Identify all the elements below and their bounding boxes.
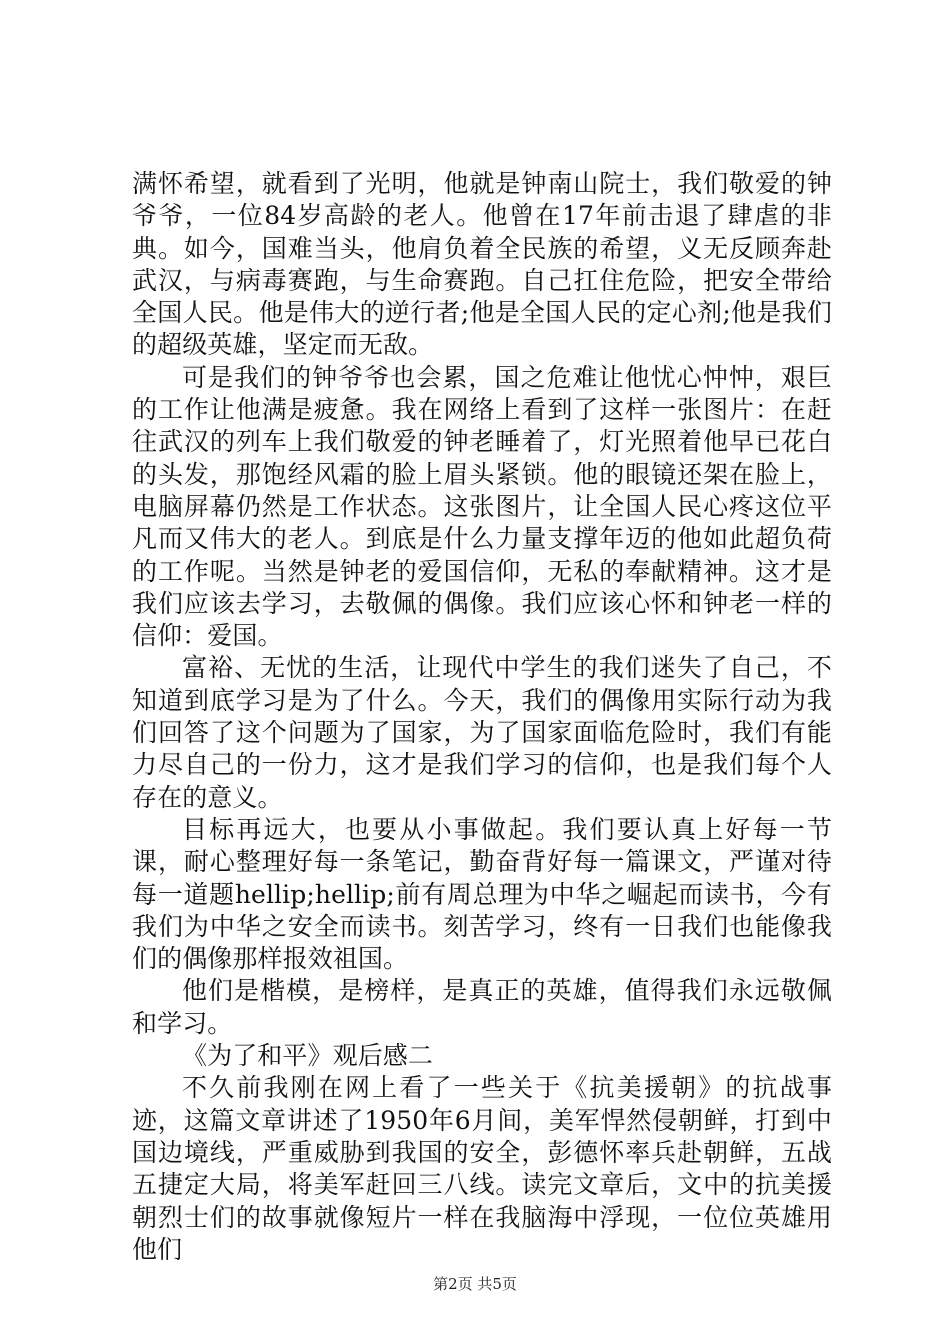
paragraph-1: 满怀希望，就看到了光明，他就是钟南山院士，我们敬爱的钟爷爷，一位84岁高龄的老人。他曾在17年前击退了肆虐的非典。如今，国难当头，他肩负着全民族的希望，义无反顾奔赴武汉，与病毒赛跑，与生命赛跑。自己扛住危险，把安全带给全国人民。他是伟大的逆行者;他是全国人民的定心剂;他是我们的超级英雄，坚定而无敌。 — [132, 169, 832, 360]
paragraph-6: 不久前我刚在网上看了一些关于《抗美援朝》的抗战事迹，这篇文章讲述了1950年6月间，美军悍然侵朝鲜，打到中国边境线，严重威胁到我国的安全，彭德怀率兵赴朝鲜，五战五捷定大局，将美军赶回三八线。读完文章后，文中的抗美援朝烈士们的故事就像短片一样在我脑海中浮现，一位位英雄用他们 — [132, 1073, 832, 1264]
paragraph-4: 目标再远大，也要从小事做起。我们要认真上好每一节课，耐心整理好每一条笔记，勤奋背好每一篇课文，严谨对待每一道题hellip;hellip;前有周总理为中华之崛起而读书，今有我们为中华之安全而读书。刻苦学习，终有一日我们也能像我们的偶像那样报效祖国。 — [132, 814, 832, 974]
page-number-footer: 第2页 共5页 — [433, 1275, 517, 1293]
paragraph-5: 他们是楷模，是榜样，是真正的英雄，值得我们永远敬佩和学习。 — [132, 976, 832, 1038]
paragraph-2: 可是我们的钟爷爷也会累，国之危难让他忧心忡忡，艰巨的工作让他满是疲惫。我在网络上看到了这样一张图片：在赶往武汉的列车上我们敬爱的钟老睡着了，灯光照着他早已花白的头发，那饱经风霜的脸上眉头紧锁。他的眼镜还架在脸上，电脑屏幕仍然是工作状态。这张图片，让全国人民心疼这位平凡而又伟大的老人。到底是什么力量支撑年迈的他如此超负荷的工作呢。当然是钟老的爱国信仰，无私的奉献精神。这才是我们应该去学习，去敬佩的偶像。我们应该心怀和钟老一样的信仰：爱国。 — [132, 362, 832, 651]
section-heading: 《为了和平》观后感二 — [182, 1041, 434, 1071]
document-body — [132, 168, 832, 1266]
paragraph-3: 富裕、无忧的生活，让现代中学生的我们迷失了自己，不知道到底学习是为了什么。今天，我们的偶像用实际行动为我们回答了这个问题为了国家，为了国家面临危险时，我们有能力尽自己的一份力，这才是我们学习的信仰，也是我们每个人存在的意义。 — [132, 653, 832, 812]
